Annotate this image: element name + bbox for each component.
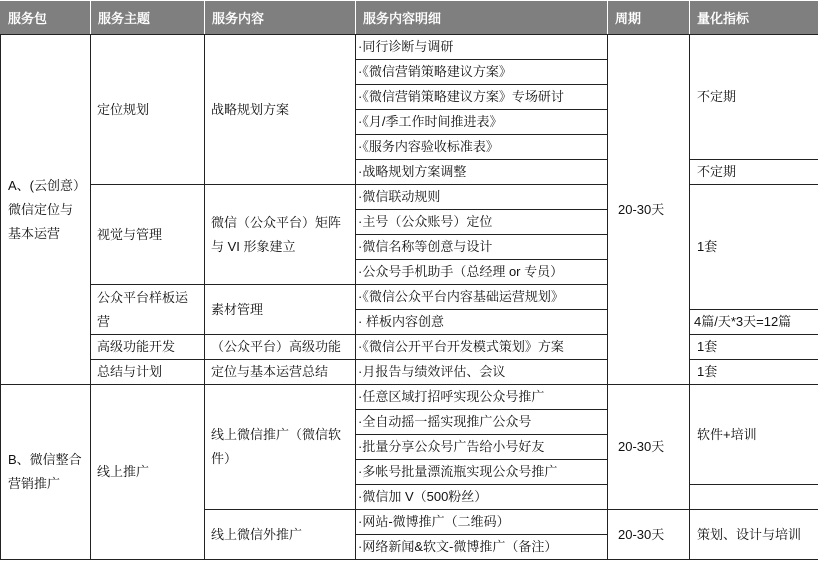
detail-cell: ·网站-微博推广（二维码） bbox=[356, 510, 608, 535]
header-theme: 服务主题 bbox=[91, 1, 205, 35]
header-details: 服务内容明细 bbox=[356, 1, 608, 35]
cycle-cell: 20-30天 bbox=[608, 385, 690, 510]
content-cell: 线上微信推广（微信软 件） bbox=[205, 385, 356, 510]
cycle-cell: 20-30天 bbox=[608, 35, 690, 385]
metric-cell: 不定期 bbox=[690, 160, 818, 185]
theme-cell: 定位规划 bbox=[91, 35, 205, 185]
detail-cell: ·《月/季工作时间推进表》 bbox=[356, 110, 608, 135]
detail-cell: ·公众号手机助手（总经理 or 专员） bbox=[356, 260, 608, 285]
detail-cell: ·《微信公众平台内容基础运营规划》 bbox=[356, 285, 608, 310]
table-row bbox=[1, 185, 818, 210]
theme-cell: 线上推广 bbox=[91, 385, 205, 560]
detail-cell: ·多帐号批量漂流瓶实现公众号推广 bbox=[356, 460, 608, 485]
detail-cell: ·微信加 V（500粉丝） bbox=[356, 485, 608, 510]
metric-cell: 1套 bbox=[690, 360, 818, 385]
content-cell: 微信（公众平台）矩阵 与 VI 形象建立 bbox=[205, 185, 356, 285]
header-cycle: 周期 bbox=[608, 1, 690, 35]
cycle-cell: 20-30天 bbox=[608, 510, 690, 560]
table-body bbox=[1, 35, 818, 560]
table-row bbox=[1, 360, 818, 385]
detail-cell: ·微信名称等创意与设计 bbox=[356, 235, 608, 260]
header-content: 服务内容 bbox=[205, 1, 356, 35]
package-cell: B、微信整合 营销推广 bbox=[1, 385, 91, 560]
theme-cell: 高级功能开发 bbox=[91, 335, 205, 360]
content-cell: 战略规划方案 bbox=[205, 35, 356, 185]
detail-cell: · 样板内容创意 bbox=[356, 310, 608, 335]
metric-cell-empty bbox=[690, 485, 818, 510]
table-row bbox=[1, 335, 818, 360]
detail-cell: ·全自动摇一摇实现推广公众号 bbox=[356, 410, 608, 435]
content-cell: 线上微信外推广 bbox=[205, 510, 356, 560]
detail-cell: ·网络新闻&软文-微博推广（备注） bbox=[356, 535, 608, 560]
table-header bbox=[1, 1, 818, 35]
detail-cell: ·《微信营销策略建议方案》 bbox=[356, 60, 608, 85]
header-row bbox=[1, 1, 818, 35]
detail-cell: ·同行诊断与调研 bbox=[356, 35, 608, 60]
detail-cell: ·《微信营销策略建议方案》专场研讨 bbox=[356, 85, 608, 110]
metric-cell: 软件+培训 bbox=[690, 385, 818, 485]
detail-cell: ·任意区域打招呼实现公众号推广 bbox=[356, 385, 608, 410]
header-metric: 量化指标 bbox=[690, 1, 818, 35]
content-cell: （公众平台）高级功能 bbox=[205, 335, 356, 360]
content-cell: 定位与基本运营总结 bbox=[205, 360, 356, 385]
detail-cell: ·《微信公开平台开发模式策划》方案 bbox=[356, 335, 608, 360]
metric-cell: 不定期 bbox=[690, 35, 818, 160]
header-package: 服务包 bbox=[1, 1, 91, 35]
metric-cell: 4篇/天*3天=12篇 bbox=[690, 310, 818, 335]
package-cell: A、(云创意） 微信定位与 基本运营 bbox=[1, 35, 91, 385]
theme-cell: 总结与计划 bbox=[91, 360, 205, 385]
metric-cell: 1套 bbox=[690, 185, 818, 310]
theme-cell: 公众平台样板运 营 bbox=[91, 285, 205, 335]
detail-cell: ·战略规划方案调整 bbox=[356, 160, 608, 185]
table-row bbox=[1, 385, 818, 410]
metric-cell: 1套 bbox=[690, 335, 818, 360]
theme-cell: 视觉与管理 bbox=[91, 185, 205, 285]
detail-cell: ·微信联动规则 bbox=[356, 185, 608, 210]
detail-cell: ·《服务内容验收标准表》 bbox=[356, 135, 608, 160]
detail-cell: ·月报告与绩效评估、会议 bbox=[356, 360, 608, 385]
detail-cell: ·主号（公众账号）定位 bbox=[356, 210, 608, 235]
metric-cell: 策划、设计与培训 bbox=[690, 510, 818, 560]
table-row bbox=[1, 35, 818, 60]
detail-cell: ·批量分享公众号广告给小号好友 bbox=[356, 435, 608, 460]
content-cell: 素材管理 bbox=[205, 285, 356, 335]
